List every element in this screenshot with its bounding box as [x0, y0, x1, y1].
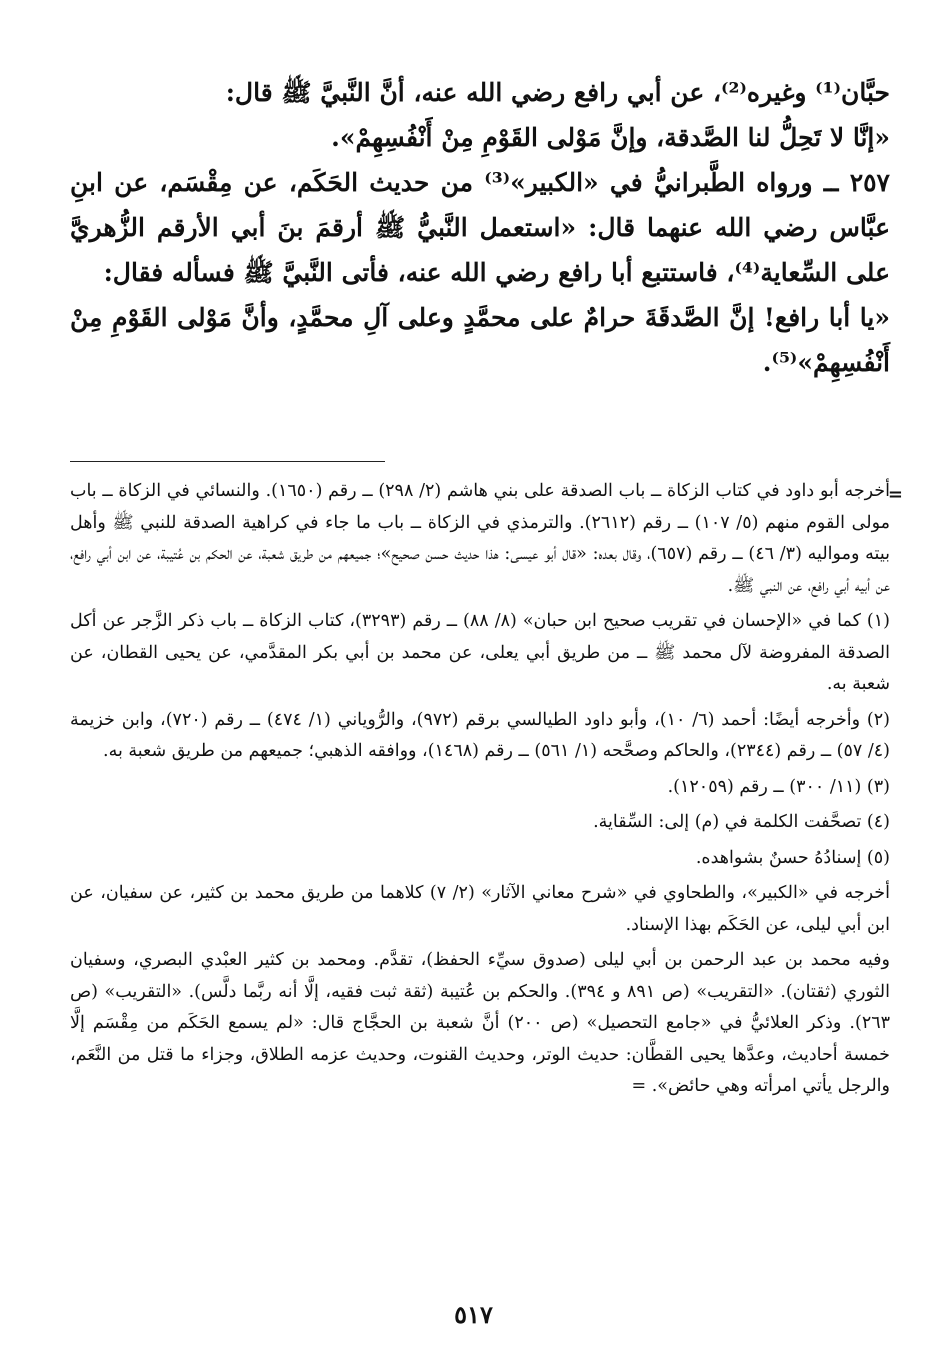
page-number: ٥١٧ — [454, 1300, 493, 1329]
main-paragraph-4: «يا أبا رافع! إنَّ الصَّدقَةَ حرامٌ على محمَّدٍ وعلى آلِ محمَّدٍ، وأنَّ مَوْلى القَوْمِ مِنْ أَنْفُسِهِمْ»⁽⁵⁾. — [70, 303, 891, 377]
footnote-2: (٢) وأخرجه أيضًا: أحمد (٦/ ١٠)، وأبو داود الطيالسي برقم (٩٧٢)، والرُّوياني (١/ ٤٧٤) ــ رقم (٧٢٠)، وابن خزيمة (٤/ ٥٧) ــ رقم (٢٣٤٤)، والحاكم وصحَّحه (١/ ٥٦١) ــ رقم (١٤٦٨)، ووافقه الذهبي؛ جميعهم من طريق شعبة به. — [70, 709, 890, 761]
main-text — [70, 70, 890, 385]
footnote-divider — [70, 461, 385, 462]
footnote-5-detail-a: أخرجه في «الكبير»، والطحاوي في «شرح معاني الآثار» (٢/ ٧) كلاهما من طريق محمد بن كثير، عن سفيان، عن ابن أبي ليلى، عن الحَكَم بهذا الإسناد. — [70, 883, 890, 935]
footnotes — [70, 476, 890, 1107]
footnote-1: (١) كما في «الإحسان في تقريب صحيح ابن حبان» (٨/ ٨٨) ــ رقم (٣٢٩٣)، كتاب الزكاة ــ باب ذكر الزَّجر عن أكل الصدقة المفروضة لآل محمد ﷺ ــ من طريق أبي يعلى، عن محمد بن أبي بكر المقدَّمي، عن يحيى القطان، عن شعبة به. — [70, 611, 890, 694]
footnote-3: (٣) (١١/ ٣٠٠) ــ رقم (١٢٠٥٩). — [667, 776, 890, 797]
footnote-continued: أخرجه أبو داود في كتاب الزكاة ــ باب الصدقة على بني هاشم (٢/ ٢٩٨) ــ رقم (١٦٥٠). والنسائي في الزكاة ــ باب مولى القوم منهم (٥/ ١٠٧) ــ رقم (٢٦١٢). والترمذي في الزكاة ــ باب ما جاء في كراهية الصدقة للنبي ﷺ وأهل بيته ومواليه (٣/ ٤٦) ــ رقم (٦٥٧)، وقال بعده: «قال أبو عيسى: هذا حديث حسن صحيح»؛ جميعهم من طريق شعبة، عن الحكم بن عُتيبة، عن ابن أبي رافع، عن أبيه أبي رافع، عن النبي ﷺ. — [70, 481, 891, 596]
footnote-4: (٤) تصحَّفت الكلمة في (م) إلى: السِّقاية. — [593, 812, 890, 832]
footnote-5: (٥) إسنادُهُ حسنٌ بشواهده. — [695, 847, 890, 868]
footnote-5-detail-b: وفيه محمد بن عبد الرحمن بن أبي ليلى (صدوق سيِّء الحفظ)، تقدَّم. ومحمد بن كثير العبْدي البصري، وسفيان الثوري (ثقتان). «التقريب» (ص ٨٩١ و ٣٩٤). والحكم بن عُتيبة (ثقة ثبت فقيه، إلَّا أنه ربَّما دلَّس). «التقريب» (ص ٢٦٣). وذكر العلائيُّ في «جامع التحصيل» (ص ٢٠٠) أنَّ شعبة بن الحجَّاج قال: «لم يسمع الحَكَم من مِقْسَم إلَّا خمسة أحاديث، وعدَّها يحيى القطَّان: حديث الوتر، وحديث القنوت، وحديث عزمه الطلاق، وجزاء ما قتل من النَّعَم، والرجل يأتي امرأته وهي حائض». = — [70, 950, 891, 1096]
main-paragraph-2: «إنَّا لا تَحِلُّ لنا الصَّدقة، وإنَّ مَوْلى القَوْمِ مِنْ أَنْفُسِهِمْ». — [331, 123, 890, 152]
main-paragraph-3: ٢٥٧ ــ ورواه الطَّبرانيُّ في «الكبير»⁽³⁾ من حديث الحَكَم، عن مِقْسَم، عن ابنِ عبَّاس رضي الله عنهما قال: «استعمل النَّبيُّ ﷺ أرقمَ بنَ أبي الأرقم الزُّهريَّ على السِّعاية⁽⁴⁾، فاستتبع أبا رافع رضي الله عنه، فأتى النَّبيَّ ﷺ فسأله فقال: — [70, 168, 890, 287]
continuation-marker: = — [887, 484, 903, 505]
main-paragraph-1: حبَّان⁽¹⁾ وغيره⁽²⁾، عن أبي رافع رضي الله عنه، أنَّ النَّبيَّ ﷺ قال: — [225, 78, 890, 107]
